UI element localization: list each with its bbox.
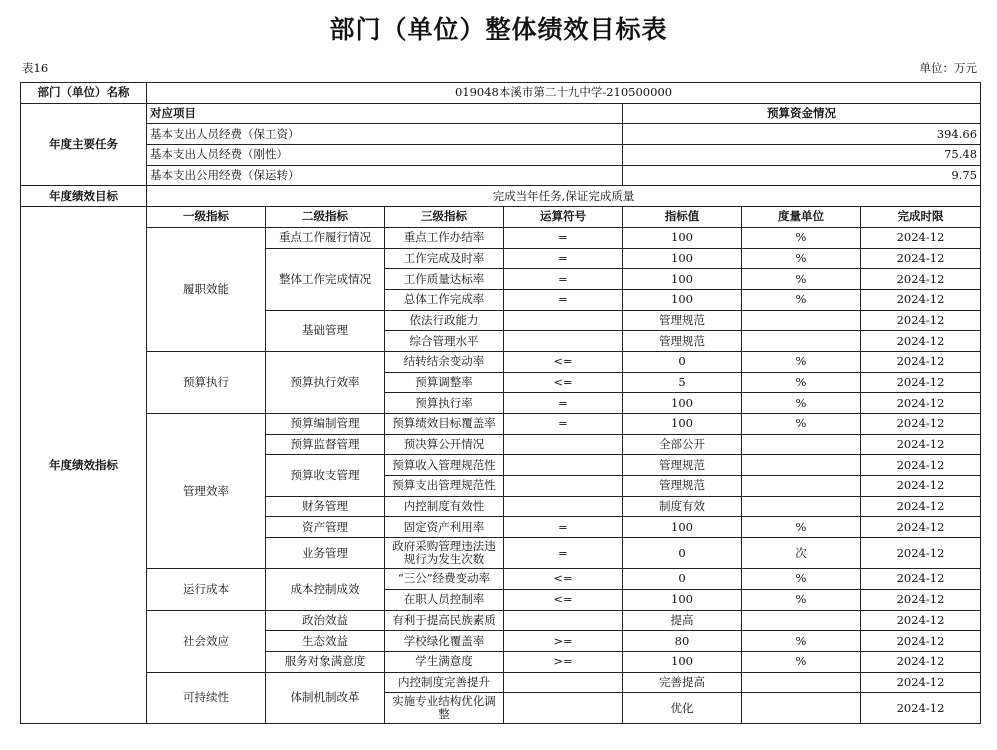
l1-cell: 运行成本 <box>147 569 266 610</box>
value-cell: 100 <box>623 248 742 269</box>
task-item-name: 基本支出人员经费（保工资） <box>147 124 623 145</box>
operator-cell <box>504 455 623 476</box>
value-cell: 0 <box>623 538 742 569</box>
l2-cell: 预算监督管理 <box>266 434 385 455</box>
annual-goal-text: 完成当年任务,保证完成质量 <box>147 186 981 207</box>
operator-cell: >= <box>504 631 623 652</box>
deadline-cell: 2024-12 <box>861 631 981 652</box>
l3-cell: 实施专业结构优化调整 <box>385 693 504 724</box>
unit-cell: % <box>742 372 861 393</box>
table-row <box>21 672 981 693</box>
value-cell: 完善提高 <box>623 672 742 693</box>
value-cell: 管理规范 <box>623 455 742 476</box>
unit-cell: % <box>742 227 861 248</box>
l1-cell: 预算执行 <box>147 351 266 413</box>
unit-cell: % <box>742 289 861 310</box>
header-value: 指标值 <box>623 207 742 228</box>
deadline-cell: 2024-12 <box>861 434 981 455</box>
deadline-cell: 2024-12 <box>861 248 981 269</box>
l3-cell: 重点工作办结率 <box>385 227 504 248</box>
deadline-cell: 2024-12 <box>861 538 981 569</box>
l2-cell: 成本控制成效 <box>266 569 385 610</box>
indicators-label: 年度绩效指标 <box>21 207 147 724</box>
unit-cell <box>742 310 861 331</box>
operator-cell <box>504 476 623 497</box>
deadline-cell: 2024-12 <box>861 393 981 414</box>
deadline-cell: 2024-12 <box>861 651 981 672</box>
unit-cell <box>742 476 861 497</box>
operator-cell <box>504 693 623 724</box>
l3-cell: 预算收入管理规范性 <box>385 455 504 476</box>
deadline-cell: 2024-12 <box>861 589 981 610</box>
l3-cell: 固定资产利用率 <box>385 517 504 538</box>
l2-cell: 服务对象满意度 <box>266 651 385 672</box>
deadline-cell: 2024-12 <box>861 414 981 435</box>
task-item-amount: 75.48 <box>623 145 981 166</box>
performance-table <box>20 82 981 724</box>
unit-cell <box>742 496 861 517</box>
operator-cell: <= <box>504 372 623 393</box>
value-cell: 0 <box>623 351 742 372</box>
operator-cell: >= <box>504 651 623 672</box>
operator-cell: <= <box>504 569 623 590</box>
l3-cell: 学校绿化覆盖率 <box>385 631 504 652</box>
operator-cell: = <box>504 538 623 569</box>
unit-label: 单位：万元 <box>919 61 977 75</box>
header-l2: 二级指标 <box>266 207 385 228</box>
l3-cell: 在职人员控制率 <box>385 589 504 610</box>
l3-cell: 预决算公开情况 <box>385 434 504 455</box>
operator-cell <box>504 610 623 631</box>
operator-cell <box>504 434 623 455</box>
unit-cell <box>742 610 861 631</box>
deadline-cell: 2024-12 <box>861 610 981 631</box>
l1-cell: 可持续性 <box>147 672 266 724</box>
l2-cell: 整体工作完成情况 <box>266 248 385 310</box>
value-cell: 100 <box>623 269 742 290</box>
deadline-cell: 2024-12 <box>861 372 981 393</box>
operator-cell <box>504 496 623 517</box>
deadline-cell: 2024-12 <box>861 517 981 538</box>
operator-cell: = <box>504 269 623 290</box>
unit-cell: % <box>742 393 861 414</box>
value-cell: 管理规范 <box>623 310 742 331</box>
page-title: 部门（单位）整体绩效目标表 <box>329 15 668 44</box>
value-cell: 80 <box>623 631 742 652</box>
unit-cell <box>742 693 861 724</box>
l3-cell: 政府采购管理违法违规行为发生次数 <box>385 538 504 569</box>
deadline-cell: 2024-12 <box>861 569 981 590</box>
table-row <box>21 414 981 435</box>
l1-cell: 管理效率 <box>147 414 266 569</box>
task-budget-header: 预算资金情况 <box>623 103 981 124</box>
header-unit: 度量单位 <box>742 207 861 228</box>
task-item-name: 基本支出公用经费（保运转） <box>147 165 623 186</box>
unit-cell <box>742 672 861 693</box>
value-cell: 管理规范 <box>623 476 742 497</box>
task-item-amount: 394.66 <box>623 124 981 145</box>
operator-cell: = <box>504 248 623 269</box>
unit-cell: % <box>742 569 861 590</box>
operator-cell: = <box>504 517 623 538</box>
l3-cell: 综合管理水平 <box>385 331 504 352</box>
l3-cell: 依法行政能力 <box>385 310 504 331</box>
l2-cell: 预算收支管理 <box>266 455 385 496</box>
operator-cell: <= <box>504 589 623 610</box>
value-cell: 100 <box>623 651 742 672</box>
deadline-cell: 2024-12 <box>861 496 981 517</box>
l3-cell: 内控制度有效性 <box>385 496 504 517</box>
dept-name: 019048本溪市第二十九中学-210500000 <box>147 83 981 104</box>
unit-cell: % <box>742 651 861 672</box>
l2-cell: 预算执行效率 <box>266 351 385 413</box>
l3-cell: 结转结余变动率 <box>385 351 504 372</box>
deadline-cell: 2024-12 <box>861 476 981 497</box>
deadline-cell: 2024-12 <box>861 351 981 372</box>
operator-cell: = <box>504 393 623 414</box>
task-item-name: 基本支出人员经费（刚性） <box>147 145 623 166</box>
l3-cell: 学生满意度 <box>385 651 504 672</box>
l2-cell: 资产管理 <box>266 517 385 538</box>
l3-cell: 总体工作完成率 <box>385 289 504 310</box>
table-row <box>21 569 981 590</box>
value-cell: 全部公开 <box>623 434 742 455</box>
l3-cell: 预算执行率 <box>385 393 504 414</box>
l3-cell: 内控制度完善提升 <box>385 672 504 693</box>
deadline-cell: 2024-12 <box>861 672 981 693</box>
operator-cell <box>504 672 623 693</box>
deadline-cell: 2024-12 <box>861 331 981 352</box>
l2-cell: 基础管理 <box>266 310 385 351</box>
unit-cell <box>742 434 861 455</box>
unit-cell: % <box>742 414 861 435</box>
l2-cell: 政治效益 <box>266 610 385 631</box>
deadline-cell: 2024-12 <box>861 227 981 248</box>
table-row <box>21 610 981 631</box>
value-cell: 制度有效 <box>623 496 742 517</box>
unit-cell <box>742 455 861 476</box>
header-deadline: 完成时限 <box>861 207 981 228</box>
operator-cell: <= <box>504 351 623 372</box>
l2-cell: 财务管理 <box>266 496 385 517</box>
l3-cell: 预算调整率 <box>385 372 504 393</box>
l1-cell: 履职效能 <box>147 227 266 351</box>
l3-cell: 工作完成及时率 <box>385 248 504 269</box>
unit-cell: % <box>742 269 861 290</box>
annual-task-label: 年度主要任务 <box>21 103 147 186</box>
l2-cell: 业务管理 <box>266 538 385 569</box>
l2-cell: 重点工作履行情况 <box>266 227 385 248</box>
l3-cell: 有利于提高民族素质 <box>385 610 504 631</box>
deadline-cell: 2024-12 <box>861 310 981 331</box>
deadline-cell: 2024-12 <box>861 269 981 290</box>
annual-goal-label: 年度绩效目标 <box>21 186 147 207</box>
operator-cell: = <box>504 227 623 248</box>
value-cell: 管理规范 <box>623 331 742 352</box>
value-cell: 0 <box>623 569 742 590</box>
l2-cell: 生态效益 <box>266 631 385 652</box>
l2-cell: 预算编制管理 <box>266 414 385 435</box>
header-l1: 一级指标 <box>147 207 266 228</box>
value-cell: 5 <box>623 372 742 393</box>
operator-cell <box>504 331 623 352</box>
unit-cell <box>742 331 861 352</box>
operator-cell: = <box>504 289 623 310</box>
header-l3: 三级指标 <box>385 207 504 228</box>
unit-cell: % <box>742 631 861 652</box>
unit-cell: 次 <box>742 538 861 569</box>
l1-cell: 社会效应 <box>147 610 266 672</box>
dept-label: 部门（单位）名称 <box>21 83 147 104</box>
value-cell: 100 <box>623 589 742 610</box>
deadline-cell: 2024-12 <box>861 455 981 476</box>
unit-cell: % <box>742 517 861 538</box>
deadline-cell: 2024-12 <box>861 289 981 310</box>
l3-cell: “三公”经费变动率 <box>385 569 504 590</box>
task-item-header: 对应项目 <box>147 103 623 124</box>
header-operator: 运算符号 <box>504 207 623 228</box>
value-cell: 优化 <box>623 693 742 724</box>
table-row <box>21 227 981 248</box>
l3-cell: 工作质量达标率 <box>385 269 504 290</box>
operator-cell <box>504 310 623 331</box>
value-cell: 100 <box>623 289 742 310</box>
value-cell: 100 <box>623 227 742 248</box>
task-item-amount: 9.75 <box>623 165 981 186</box>
value-cell: 100 <box>623 393 742 414</box>
unit-cell: % <box>742 589 861 610</box>
table-number: 表16 <box>22 61 49 75</box>
l3-cell: 预算绩效目标覆盖率 <box>385 414 504 435</box>
value-cell: 100 <box>623 517 742 538</box>
value-cell: 100 <box>623 414 742 435</box>
operator-cell: = <box>504 414 623 435</box>
table-row <box>21 351 981 372</box>
l2-cell: 体制机制改革 <box>266 672 385 724</box>
value-cell: 提高 <box>623 610 742 631</box>
unit-cell: % <box>742 351 861 372</box>
deadline-cell: 2024-12 <box>861 693 981 724</box>
unit-cell: % <box>742 248 861 269</box>
l3-cell: 预算支出管理规范性 <box>385 476 504 497</box>
